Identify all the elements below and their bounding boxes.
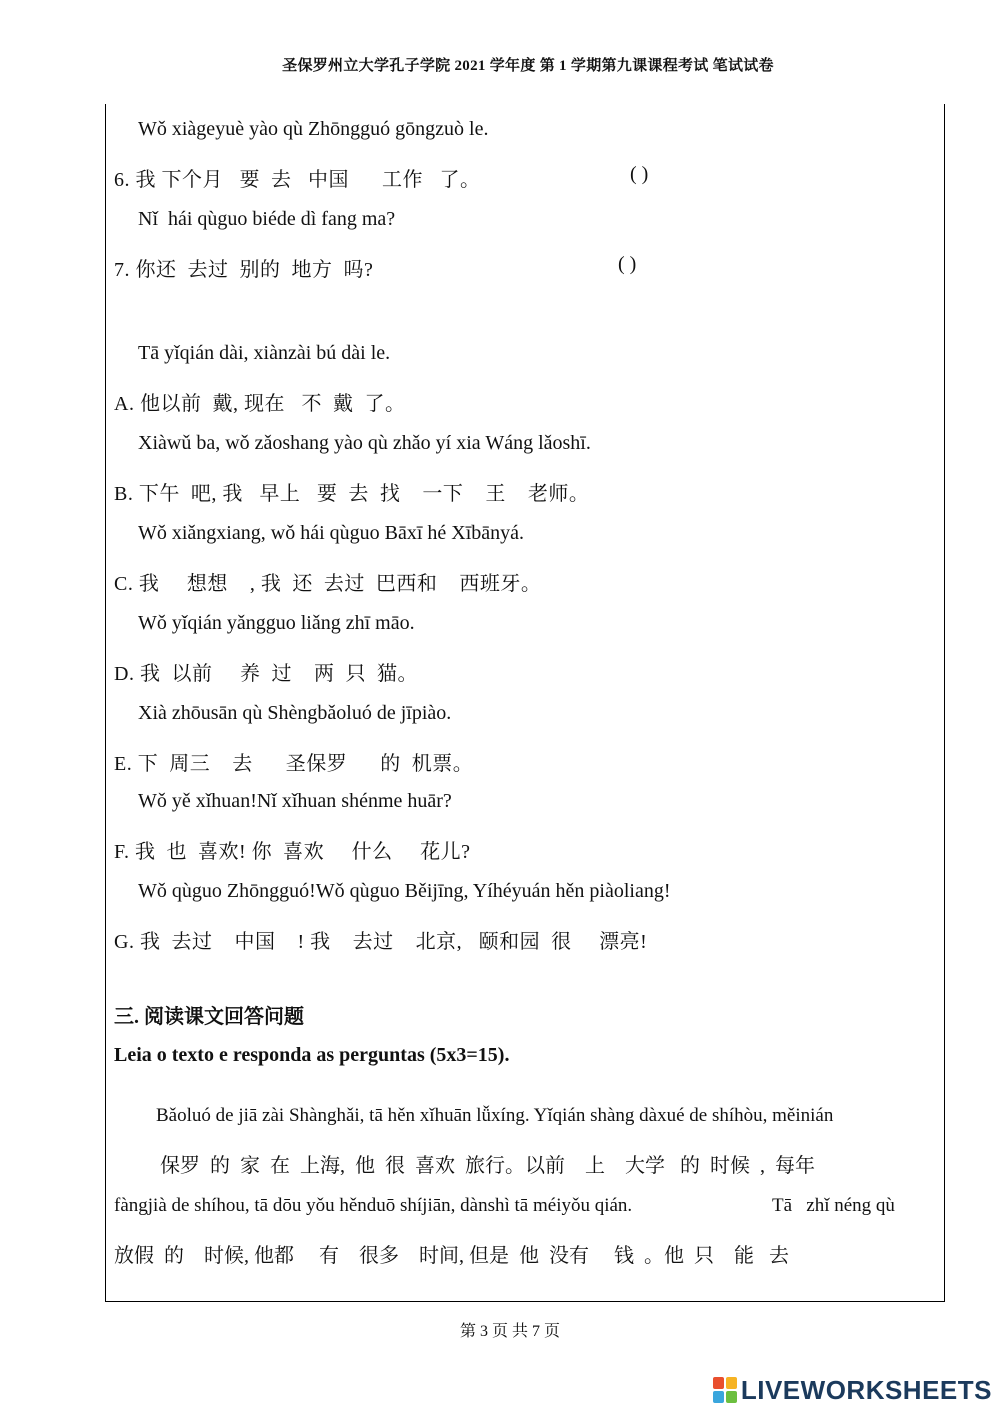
section-3-instructions: Leia o texto e responda as perguntas (5x3=15). xyxy=(114,1044,510,1066)
option-g-chinese: G. 我 去过 中国 ! 我 去过 北京, 颐和园 很 漂亮! xyxy=(114,931,648,953)
liveworksheets-logo-icon xyxy=(713,1377,737,1403)
reading-line-2-pinyin: fàngjià de shíhou, tā dōu yǒu hěnduō shíjiān, dànshì tā méiyǒu qián. xyxy=(114,1195,633,1216)
option-f-pinyin: Wǒ yě xǐhuan!Nǐ xǐhuan shénme huār? xyxy=(138,790,452,812)
option-f-chinese: F. 我 也 喜欢! 你 喜欢 什么 花儿? xyxy=(114,841,471,863)
option-c-chinese: C. 我 想想 , 我 还 去过 巴西和 西班牙。 xyxy=(114,573,542,595)
question-6-answer-blank[interactable]: ( ) xyxy=(630,163,649,185)
option-b-chinese: B. 下午 吧, 我 早上 要 去 找 一下 王 老师。 xyxy=(114,483,590,505)
option-d-chinese: D. 我 以前 养 过 两 只 猫。 xyxy=(114,663,418,685)
option-e-chinese: E. 下 周三 去 圣保罗 的 机票。 xyxy=(114,753,474,775)
reading-line-2-pinyin-end: Tā zhǐ néng qù xyxy=(772,1195,895,1216)
option-d-pinyin: Wǒ yǐqián yǎngguo liǎng zhī māo. xyxy=(138,612,415,634)
option-a-chinese: A. 他以前 戴, 现在 不 戴 了。 xyxy=(114,393,406,415)
reading-line-1-chinese: 保罗 的 家 在 上海, 他 很 喜欢 旅行。以前 上 大学 的 时候 , 每年 xyxy=(160,1155,815,1177)
question-6-chinese: 6. 我 下个月 要 去 中国 工作 了。 xyxy=(114,169,481,191)
question-7-pinyin: Nǐ hái qùguo biéde dì fang ma? xyxy=(138,208,396,230)
reading-line-2-chinese: 放假 的 时候, 他都 有 很多 时间, 但是 他 没有 钱 。他 只 能 去 xyxy=(114,1245,789,1267)
option-a-pinyin: Tā yǐqián dài, xiànzài bú dài le. xyxy=(138,342,391,364)
liveworksheets-logo-text: LIVEWORKSHEETS xyxy=(740,1374,992,1405)
option-g-pinyin: Wǒ qùguo Zhōngguó!Wǒ qùguo Běijīng, Yíhéyuán hěn piàoliang! xyxy=(138,880,671,902)
option-b-pinyin: Xiàwǔ ba, wǒ zǎoshang yào qù zhǎo yí xia Wáng lǎoshī. xyxy=(138,432,591,454)
section-3-title: 三. 阅读课文回答问题 xyxy=(114,1006,304,1028)
reading-line-1-pinyin: Bǎoluó de jiā zài Shànghǎi, tā hěn xǐhuān lǚxíng. Yǐqián shàng dàxué de shíhòu, měinián xyxy=(156,1105,834,1126)
question-7-chinese: 7. 你还 去过 别的 地方 吗? xyxy=(114,259,374,281)
question-7-answer-blank[interactable]: ( ) xyxy=(618,253,637,275)
page-header: 圣保罗州立大学孔子学院 2021 学年度 第 1 学期第九课课程考试 笔试试卷 xyxy=(282,58,774,74)
option-e-pinyin: Xià zhōusān qù Shèngbǎoluó de jīpiào. xyxy=(138,702,452,724)
liveworksheets-logo[interactable] xyxy=(713,1376,992,1404)
page-number: 第 3 页 共 7 页 xyxy=(459,1323,560,1340)
question-6-pinyin: Wǒ xiàgeyuè yào qù Zhōngguó gōngzuò le. xyxy=(138,118,489,140)
option-c-pinyin: Wǒ xiǎngxiang, wǒ hái qùguo Bāxī hé Xībānyá. xyxy=(138,522,525,544)
